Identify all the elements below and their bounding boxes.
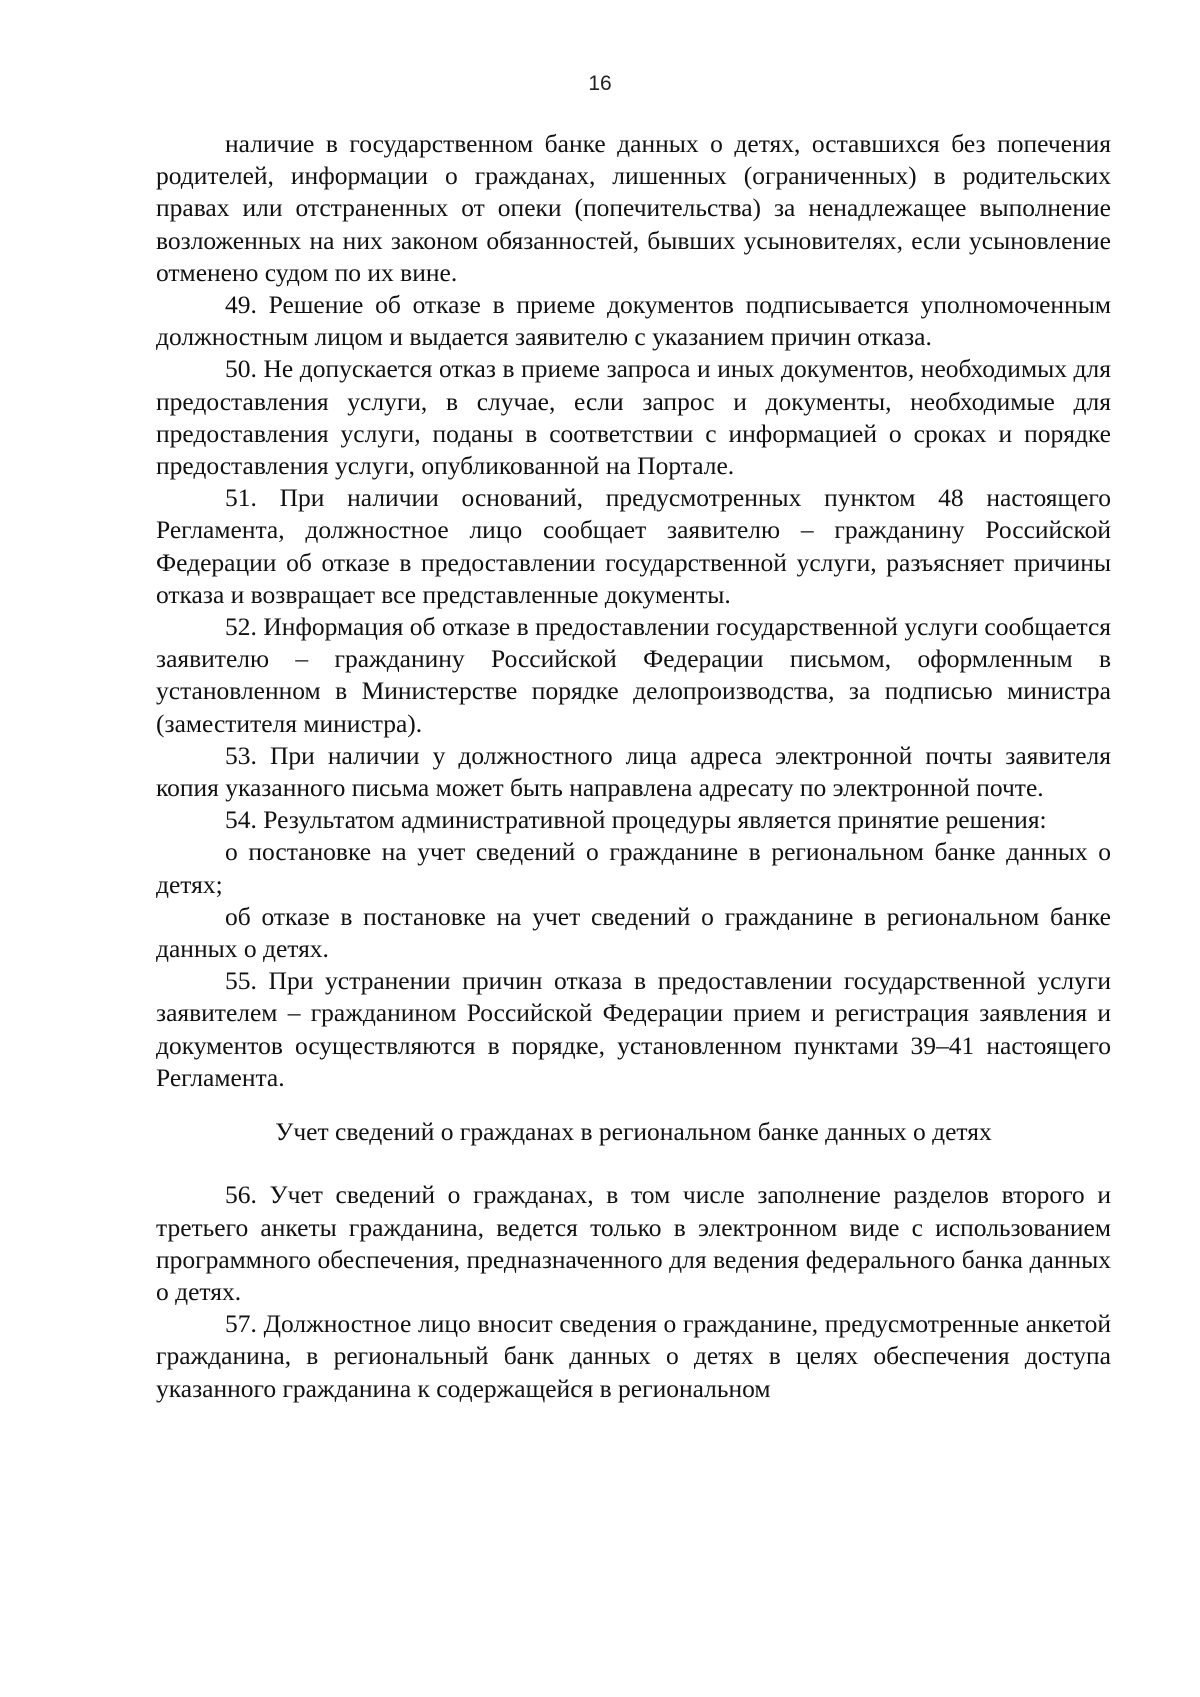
paragraph-56: 56. Учет сведений о гражданах, в том числе заполнение разделов второго и третьего анкеты гражданина, ведется только в электронном виде с использованием программного обеспечения, предназначенного для ведения федерального банка данных о детях. bbox=[156, 1180, 1111, 1306]
paragraph-55: 55. При устранении причин отказа в предоставлении государственной услуги заявителем – гражданином Российской Федерации прием и регистрация заявления и документов осуществляются в порядке, установленном пунктами 39–41 настоящего Регламента. bbox=[156, 966, 1111, 1092]
paragraph-54-item-2: об отказе в постановке на учет сведений о гражданине в региональном банке данных о детях. bbox=[156, 901, 1111, 964]
paragraph-53: 53. При наличии у должностного лица адреса электронной почты заявителя копия указанного письма может быть направлена адресату по электронной почте. bbox=[156, 740, 1111, 803]
document-body bbox=[156, 128, 1111, 1405]
paragraph-54-item-1: о постановке на учет сведений о гражданине в региональном банке данных о детях; bbox=[156, 837, 1111, 899]
page-number: 16 bbox=[588, 72, 612, 95]
paragraph-48-continuation: наличие в государственном банке данных о детях, оставшихся без попечения родителей, информации о гражданах, лишенных (ограниченных) в родительских правах или отстраненных от опеки (попечительства) за ненадлежащее выполнение возложенных на них законом обязанностей, бывших усыновителях, если усыновление отменено судом по их вине. bbox=[156, 129, 1111, 287]
paragraph-50: 50. Не допускается отказ в приеме запроса и иных документов, необходимых для предоставления услуги, в случае, если запрос и документы, необходимые для предоставления услуги, поданы в соответствии с информацией о сроках и порядке предоставления услуги, опубликованной на Портале. bbox=[156, 354, 1111, 481]
paragraph-54: 54. Результатом административной процедуры является принятие решения: bbox=[225, 805, 1047, 835]
paragraph-57: 57. Должностное лицо вносит сведения о гражданине, предусмотренные анкетой гражданина, в региональный банк данных о детях в целях обеспечения доступа указанного гражданина к содержащейся в региональном bbox=[156, 1309, 1111, 1403]
section-heading: Учет сведений о гражданах в региональном банке данных о детях bbox=[275, 1117, 992, 1147]
paragraph-51: 51. При наличии оснований, предусмотренных пунктом 48 настоящего Регламента, должностное лицо сообщает заявителю – гражданину Российской Федерации об отказе в предоставлении государственной услуги, разъясняет причины отказа и возвращает все представленные документы. bbox=[156, 483, 1111, 609]
paragraph-52: 52. Информация об отказе в предоставлении государственной услуги сообщается заявителю – гражданину Российской Федерации письмом, оформленным в установленном в Министерстве порядке делопроизводства, за подписью министра (заместителя министра). bbox=[156, 612, 1111, 738]
paragraph-49: 49. Решение об отказе в приеме документов подписывается уполномоченным должностным лицом и выдается заявителю с указанием причин отказа. bbox=[156, 290, 1111, 352]
